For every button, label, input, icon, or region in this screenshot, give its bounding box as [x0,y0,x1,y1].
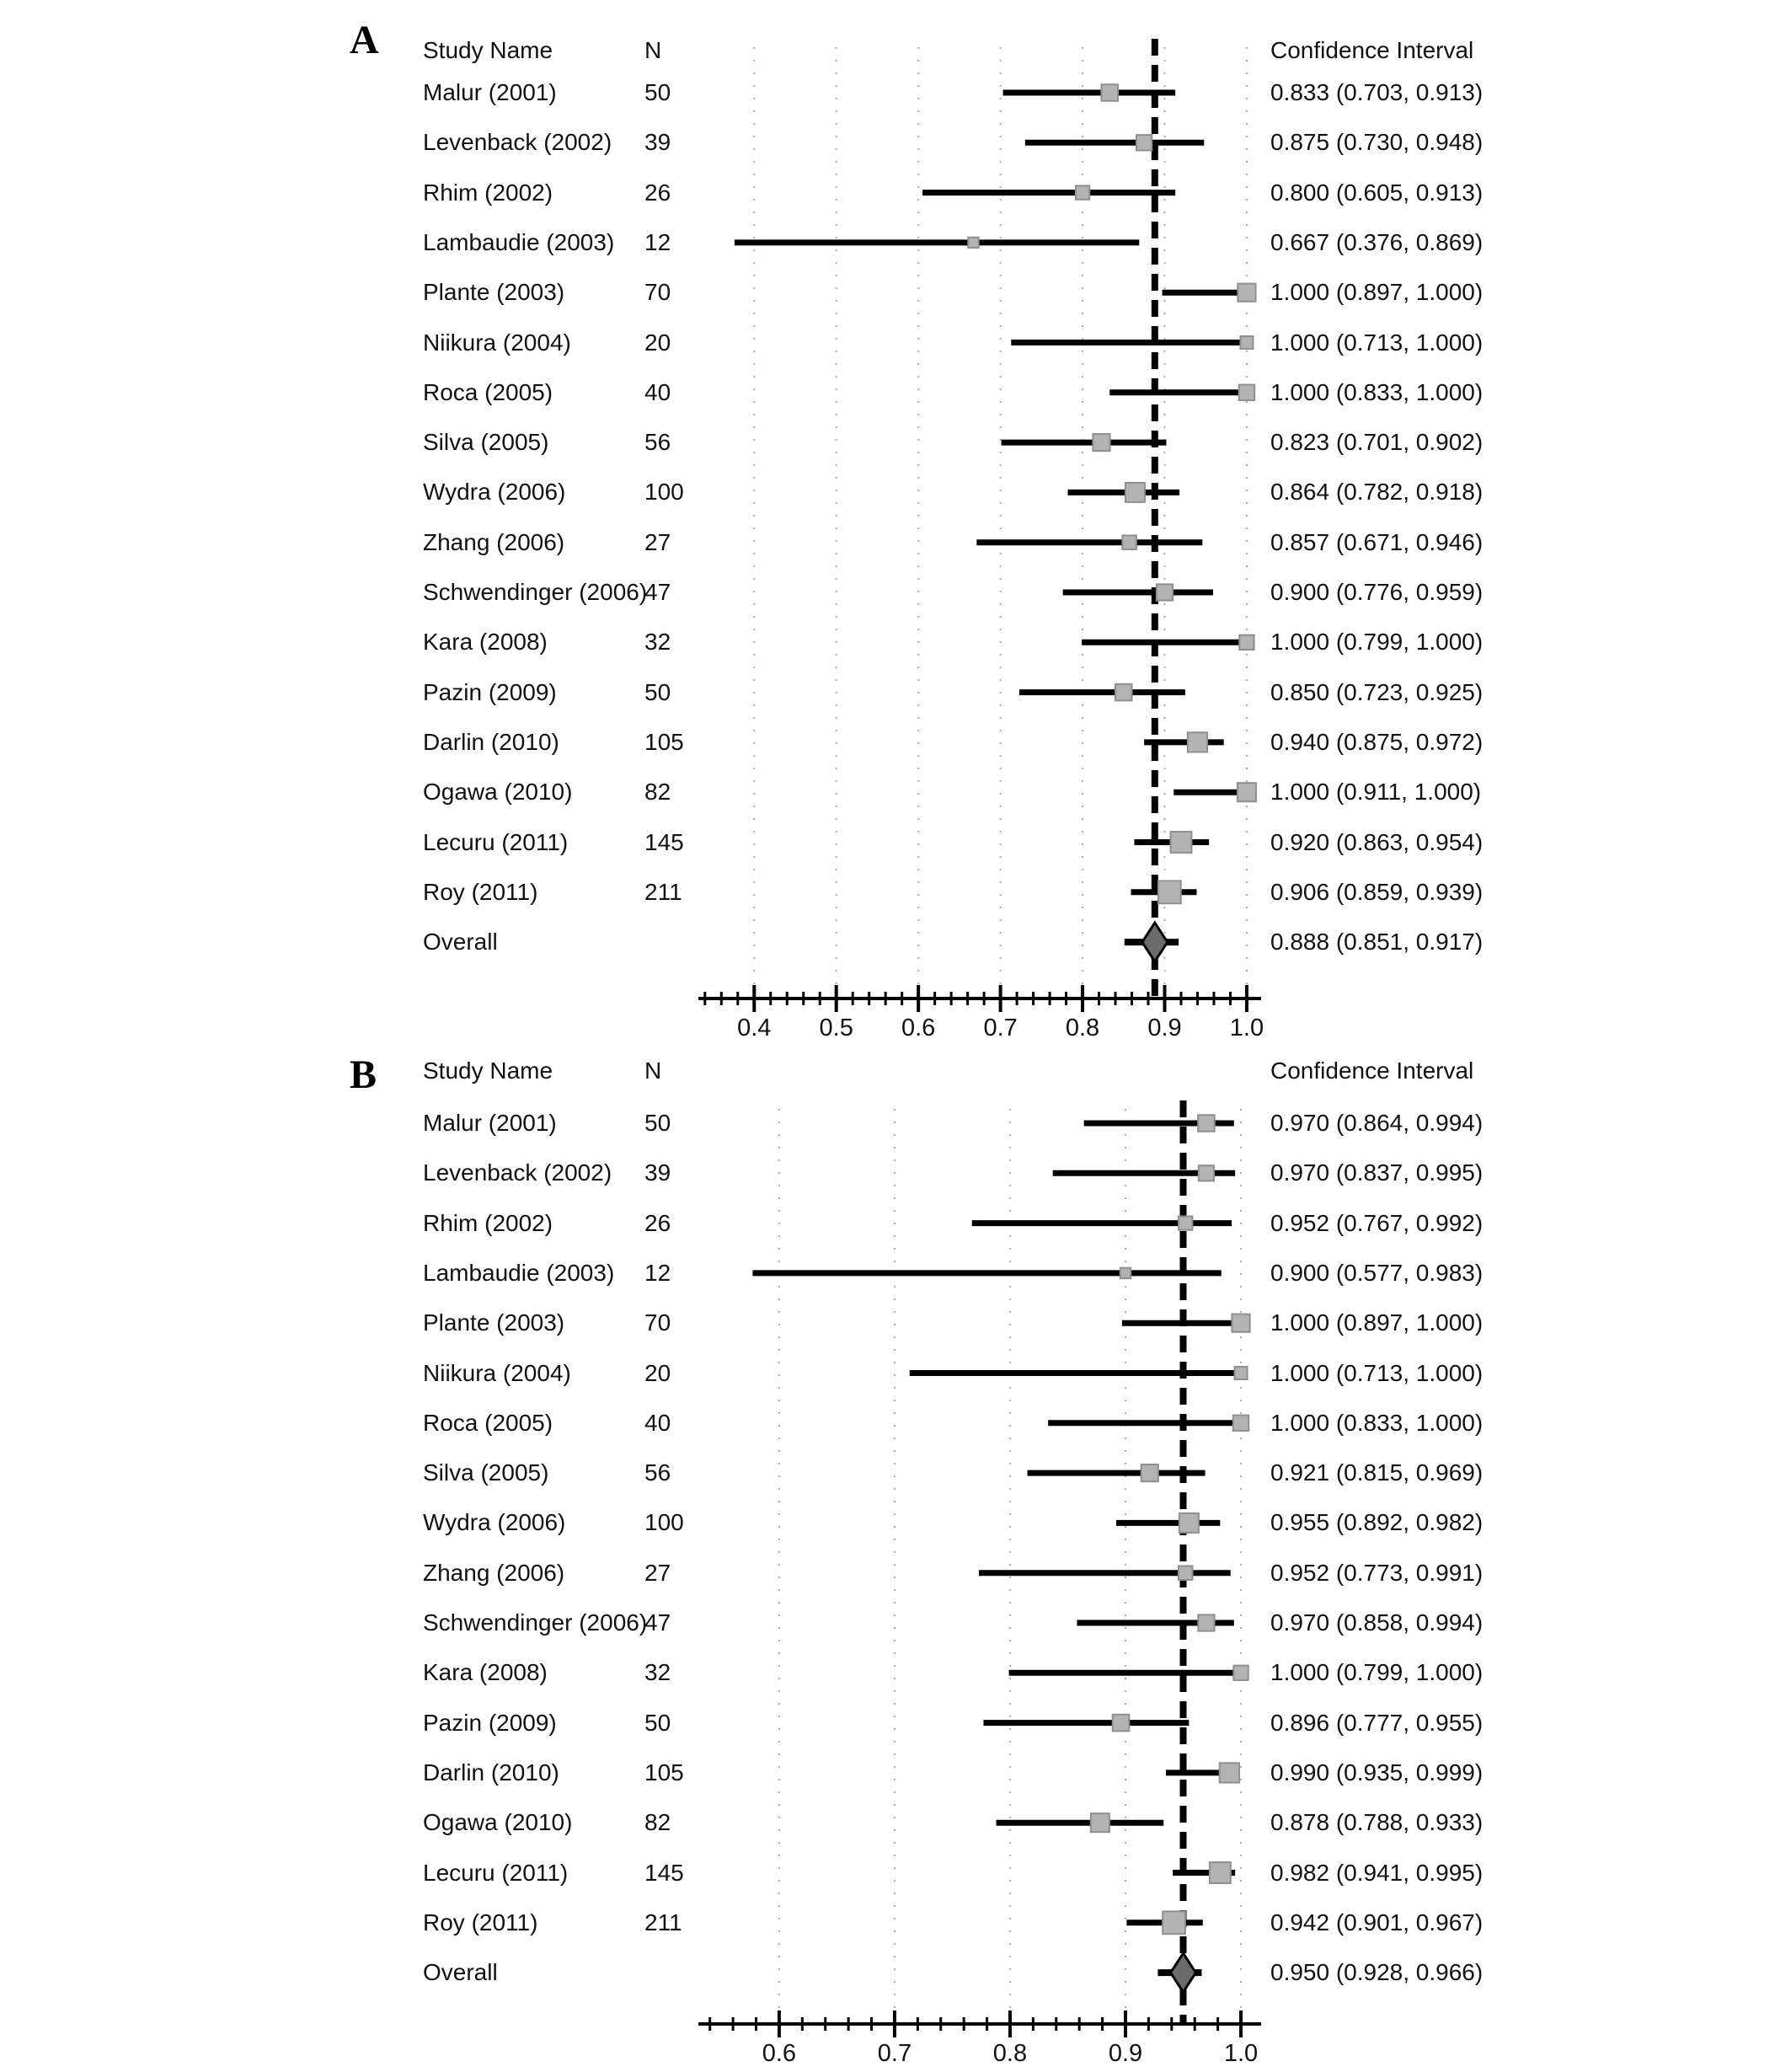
study-ci-value: 0.942 (0.901, 0.967) [1270,1909,1484,1935]
study-row [0,228,1791,257]
study-ci-value: 0.970 (0.864, 0.994) [1270,1110,1484,1136]
study-n: 26 [644,179,671,206]
study-ci-value: 0.864 (0.782, 0.918) [1270,479,1484,506]
panel-a-header-n: N [644,37,662,63]
study-ci-value: 0.667 (0.376, 0.869) [1270,228,1484,255]
study-row [0,1559,1791,1587]
study-ci-value: 0.900 (0.577, 0.983) [1270,1259,1484,1286]
study-name: Plante (2003) [423,1309,565,1336]
study-n: 32 [644,1659,671,1686]
study-name: Roca (2005) [423,378,553,405]
study-ci-value: 0.970 (0.837, 0.995) [1270,1159,1484,1186]
study-n: 56 [644,1459,671,1486]
axis-tick-label: 0.6 [762,2040,797,2067]
study-ci-value: 1.000 (0.911, 1.000) [1270,779,1482,806]
study-n: 145 [644,1859,684,1886]
study-row [0,1259,1791,1288]
study-ci-value: 0.970 (0.858, 0.994) [1270,1609,1484,1636]
study-n: 12 [644,1259,671,1286]
panel-b-header-study-name: Study Name [423,1057,553,1084]
panel-b-header-confidence-interval: Confidence Interval [1270,1057,1474,1084]
study-row [0,578,1791,607]
study-name: Darlin (2010) [423,1759,559,1786]
study-row [0,1209,1791,1238]
study-n: 82 [644,779,671,806]
study-row [0,1309,1791,1337]
study-row [0,1359,1791,1388]
study-ci-value: 0.800 (0.605, 0.913) [1270,179,1484,206]
study-name: Lambaudie (2003) [423,1259,615,1286]
study-ci-value: 1.000 (0.799, 1.000) [1270,629,1484,656]
study-row [0,1709,1791,1737]
study-name: Ogawa (2010) [423,779,573,806]
study-n: 50 [644,678,671,705]
study-name: Schwendinger (2006) [423,1609,648,1636]
study-n: 211 [644,878,682,905]
study-row [0,1508,1791,1537]
study-row [0,1459,1791,1487]
study-row [0,678,1791,707]
study-name: Lecuru (2011) [423,828,569,855]
study-ci-value: 0.900 (0.776, 0.959) [1270,579,1484,605]
study-name: Niikura (2004) [423,329,571,356]
study-n: 27 [644,1559,671,1586]
study-name: Levenback (2002) [423,1159,612,1186]
panel-a-header-confidence-interval: Confidence Interval [1270,37,1474,63]
study-ci-value: 0.888 (0.851, 0.917) [1270,929,1484,956]
study-n: 47 [644,579,671,605]
study-row [0,728,1791,757]
study-n: 70 [644,1309,671,1336]
study-ci-value: 0.906 (0.859, 0.939) [1270,878,1484,905]
study-ci-value: 0.982 (0.941, 0.995) [1270,1859,1484,1886]
study-name: Pazin (2009) [423,1709,557,1736]
axis-tick-label: 0.5 [819,1015,853,1041]
study-n: 40 [644,378,671,405]
study-name: Overall [423,1959,498,1986]
study-ci-value: 0.823 (0.701, 0.902) [1270,429,1484,456]
study-ci-value: 1.000 (0.713, 1.000) [1270,1359,1484,1386]
study-row [0,1909,1791,1937]
study-row [0,278,1791,307]
axis-tick-label: 0.8 [1065,1015,1100,1041]
study-ci-value: 0.940 (0.875, 0.972) [1270,728,1484,755]
axis-tick-label: 0.7 [983,1015,1018,1041]
study-ci-value: 0.896 (0.777, 0.955) [1270,1709,1484,1736]
axis-tick-label: 1.0 [1229,1015,1264,1041]
study-ci-value: 1.000 (0.897, 1.000) [1270,279,1484,306]
study-name: Roy (2011) [423,878,538,905]
study-row [0,428,1791,457]
axis-tick-label: 0.9 [1108,2040,1143,2067]
study-row [0,928,1791,956]
study-n: 27 [644,528,671,555]
study-row [0,128,1791,157]
study-ci-value: 0.920 (0.863, 0.954) [1270,828,1484,855]
study-n: 50 [644,1709,671,1736]
study-ci-value: 0.955 (0.892, 0.982) [1270,1509,1484,1536]
study-name: Malur (2001) [423,79,557,105]
study-ci-value: 0.857 (0.671, 0.946) [1270,528,1484,555]
panel-a-label: A [350,18,379,62]
study-ci-value: 0.878 (0.788, 0.933) [1270,1809,1484,1836]
study-name: Silva (2005) [423,1459,549,1486]
study-n: 12 [644,228,671,255]
study-n: 39 [644,129,671,156]
study-name: Ogawa (2010) [423,1809,573,1836]
axis-tick-label: 0.4 [737,1015,772,1041]
panel-a-header-study-name: Study Name [423,37,553,63]
axis-tick-label: 0.6 [901,1015,936,1041]
study-ci-value: 0.875 (0.730, 0.948) [1270,129,1484,156]
study-name: Silva (2005) [423,429,549,456]
study-n: 82 [644,1809,671,1836]
study-name: Lecuru (2011) [423,1859,569,1886]
study-name: Overall [423,929,498,956]
study-row [0,378,1791,407]
study-row [0,528,1791,557]
study-name: Darlin (2010) [423,728,559,755]
study-name: Lambaudie (2003) [423,228,615,255]
study-row [0,628,1791,656]
study-row [0,1958,1791,1987]
study-n: 32 [644,629,671,656]
study-ci-value: 1.000 (0.833, 1.000) [1270,378,1484,405]
study-row [0,179,1791,207]
study-n: 105 [644,1759,684,1786]
study-row [0,1859,1791,1887]
study-n: 145 [644,828,684,855]
study-name: Zhang (2006) [423,1559,565,1586]
study-ci-value: 1.000 (0.897, 1.000) [1270,1309,1484,1336]
panel-b-header-n: N [644,1057,662,1084]
study-ci-value: 1.000 (0.713, 1.000) [1270,329,1484,356]
study-row [0,1609,1791,1637]
axis-tick-label: 0.9 [1147,1015,1182,1041]
study-name: Plante (2003) [423,279,565,306]
study-n: 20 [644,329,671,356]
study-n: 40 [644,1409,671,1436]
study-row [0,1159,1791,1187]
study-name: Roca (2005) [423,1409,553,1436]
study-row [0,78,1791,107]
study-name: Kara (2008) [423,629,548,656]
study-name: Malur (2001) [423,1110,557,1136]
study-ci-value: 1.000 (0.799, 1.000) [1270,1659,1484,1686]
study-row [0,828,1791,857]
study-n: 105 [644,728,684,755]
study-name: Rhim (2002) [423,1209,553,1236]
study-n: 50 [644,1110,671,1136]
study-row [0,1759,1791,1787]
study-n: 211 [644,1909,682,1935]
study-row [0,1409,1791,1438]
study-ci-value: 0.950 (0.928, 0.966) [1270,1959,1484,1986]
panel-b-label: B [350,1052,377,1097]
study-row [0,778,1791,806]
study-name: Levenback (2002) [423,129,612,156]
study-ci-value: 0.990 (0.935, 0.999) [1270,1759,1484,1786]
study-name: Niikura (2004) [423,1359,571,1386]
study-ci-value: 1.000 (0.833, 1.000) [1270,1409,1484,1436]
study-row [0,1658,1791,1687]
study-n: 47 [644,1609,671,1636]
study-n: 20 [644,1359,671,1386]
study-row [0,1109,1791,1138]
study-row [0,878,1791,907]
study-n: 39 [644,1159,671,1186]
study-name: Wydra (2006) [423,479,566,506]
study-ci-value: 0.850 (0.723, 0.925) [1270,678,1484,705]
study-n: 100 [644,1509,684,1536]
study-row [0,1808,1791,1837]
study-name: Wydra (2006) [423,1509,566,1536]
axis-tick-label: 0.8 [992,2040,1028,2067]
study-name: Schwendinger (2006) [423,579,648,605]
study-ci-value: 0.952 (0.767, 0.992) [1270,1209,1484,1236]
study-n: 50 [644,79,671,105]
study-row [0,329,1791,357]
study-row [0,478,1791,506]
study-ci-value: 0.833 (0.703, 0.913) [1270,79,1484,105]
study-name: Rhim (2002) [423,179,553,206]
study-name: Roy (2011) [423,1909,538,1935]
study-ci-value: 0.921 (0.815, 0.969) [1270,1459,1484,1486]
axis-tick-label: 0.7 [877,2040,912,2067]
study-n: 100 [644,479,684,506]
study-name: Pazin (2009) [423,678,557,705]
study-ci-value: 0.952 (0.773, 0.991) [1270,1559,1484,1586]
study-n: 26 [644,1209,671,1236]
study-name: Kara (2008) [423,1659,548,1686]
study-n: 56 [644,429,671,456]
axis-tick-label: 1.0 [1223,2040,1259,2067]
study-name: Zhang (2006) [423,528,565,555]
study-n: 70 [644,279,671,306]
